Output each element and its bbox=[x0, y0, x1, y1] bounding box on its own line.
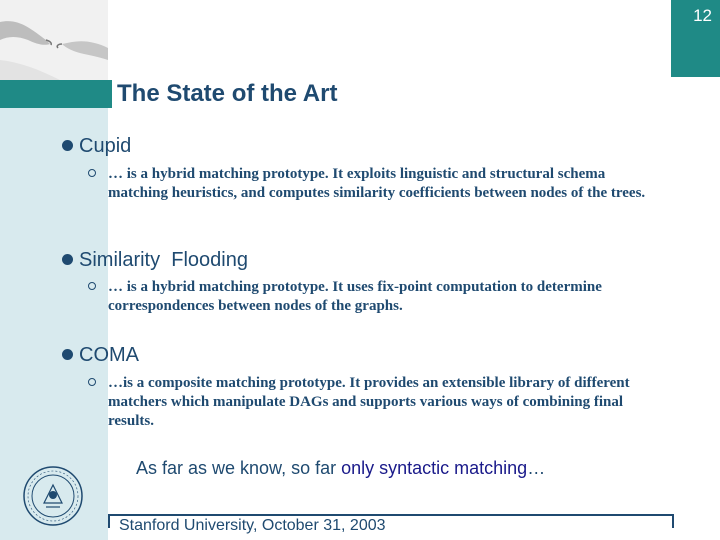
university-seal-logo bbox=[22, 465, 84, 527]
sub-bullet-ring-icon bbox=[88, 169, 96, 177]
bullet-dot-icon bbox=[62, 349, 73, 360]
sub-bullet-similarity-flooding bbox=[88, 278, 658, 316]
sub-bullet-text: …is a composite matching prototype. It provides an extensible library of different matchers which manipulate DAGs and supports various ways of combining final results. bbox=[108, 375, 630, 429]
title-accent-bar bbox=[0, 80, 112, 108]
bullet-coma bbox=[62, 344, 139, 367]
conclusion-lead: As far as we know, so far bbox=[136, 458, 342, 478]
conclusion-statement bbox=[136, 458, 545, 479]
bullet-similarity-flooding bbox=[62, 249, 248, 272]
bullet-cupid bbox=[62, 135, 131, 158]
page-number-box bbox=[671, 0, 720, 77]
footer-rule-right-tick bbox=[672, 514, 674, 528]
slide-title: The State of the Art bbox=[117, 80, 338, 107]
bullet-heading: COMA bbox=[79, 344, 139, 366]
sub-bullet-coma bbox=[88, 374, 658, 431]
sub-bullet-cupid bbox=[88, 165, 658, 203]
sub-bullet-ring-icon bbox=[88, 378, 96, 386]
conclusion-tail: … bbox=[527, 458, 546, 478]
footer-rule-left-tick bbox=[108, 514, 110, 528]
footer-rule bbox=[108, 514, 674, 516]
sub-bullet-text: … is a hybrid matching prototype. It exploits linguistic and structural schema matching heuristics, and computes similarity coefficients between nodes of the trees. bbox=[108, 166, 646, 201]
bullet-heading: Similarity Flooding bbox=[79, 249, 248, 271]
creation-of-adam-hands-image bbox=[0, 0, 108, 80]
sub-bullet-ring-icon bbox=[88, 282, 96, 290]
sub-bullet-text: … is a hybrid matching prototype. It uses fix-point computation to determine correspondences between nodes of the graphs. bbox=[108, 279, 602, 314]
bullet-dot-icon bbox=[62, 254, 73, 265]
bullet-dot-icon bbox=[62, 140, 73, 151]
page-number: 12 bbox=[693, 6, 712, 25]
conclusion-highlight: only syntactic matching bbox=[341, 458, 528, 478]
footer-text: Stanford University, October 31, 2003 bbox=[119, 517, 386, 534]
bullet-heading: Cupid bbox=[79, 135, 132, 157]
